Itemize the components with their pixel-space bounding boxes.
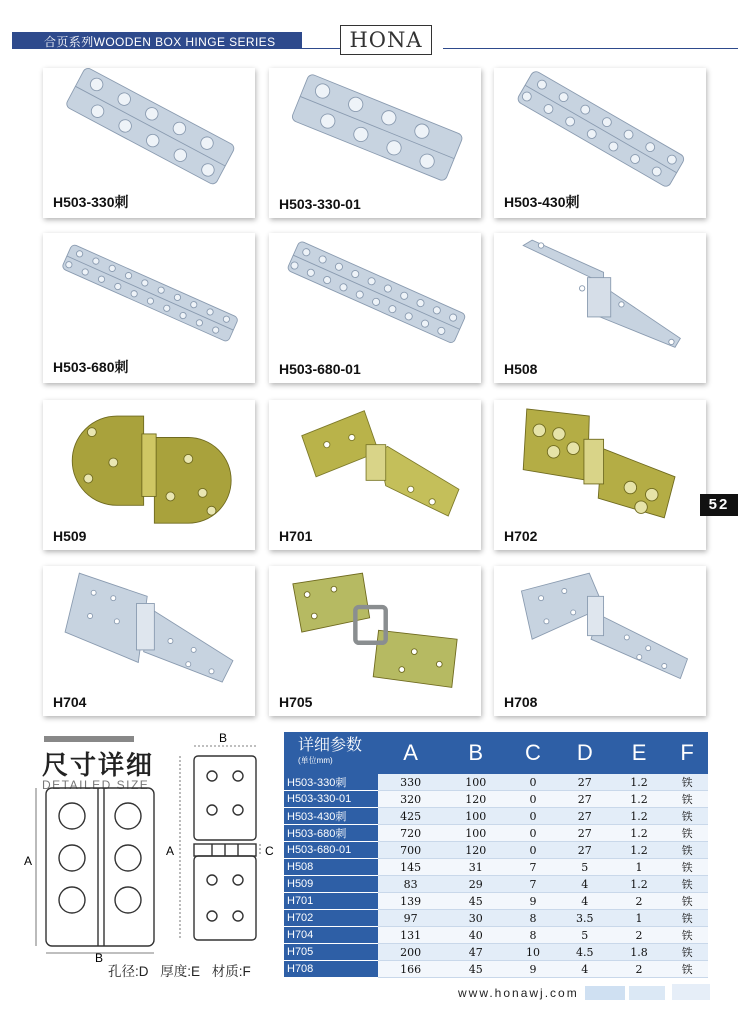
spec-row	[284, 961, 708, 978]
spec-cell: 铁	[666, 774, 708, 791]
spec-row	[284, 825, 708, 842]
spec-model: H708	[284, 961, 378, 978]
spec-cell: 1	[612, 859, 666, 876]
spec-model: H702	[284, 910, 378, 927]
hinge-image	[269, 566, 481, 691]
spec-row	[284, 859, 708, 876]
spec-cell: 铁	[666, 791, 708, 808]
spec-cell: 铁	[666, 859, 708, 876]
hinge-image	[269, 68, 481, 193]
hinge-diagram-front	[46, 788, 154, 946]
product-code: H705	[279, 694, 313, 710]
spec-cell: 铁	[666, 910, 708, 927]
spec-cell: 9	[508, 961, 557, 978]
spec-cell: 铁	[666, 808, 708, 825]
spec-cell: 0	[508, 791, 557, 808]
spec-cell: 45	[443, 893, 508, 910]
product-code: H503-680-01	[279, 361, 361, 377]
col-e: E	[612, 732, 666, 774]
dimension-diagram	[18, 728, 278, 968]
product-card	[43, 400, 255, 550]
product-card	[43, 233, 255, 383]
spec-row	[284, 944, 708, 961]
spec-cell: 4	[558, 876, 612, 893]
spec-cell: 1.8	[612, 944, 666, 961]
spec-cell: 100	[443, 808, 508, 825]
spec-cell: 0	[508, 825, 557, 842]
spec-cell: 700	[378, 842, 443, 859]
spec-model: H705	[284, 944, 378, 961]
product-card	[494, 566, 706, 716]
spec-row	[284, 893, 708, 910]
spec-row	[284, 791, 708, 808]
header-rule-right	[443, 48, 738, 49]
website-url: www.honawj.com	[458, 986, 579, 1000]
hinge-image	[494, 566, 706, 691]
spec-model: H509	[284, 876, 378, 893]
product-card	[269, 400, 481, 550]
spec-table-body	[284, 774, 708, 978]
spec-cell: 1.2	[612, 791, 666, 808]
spec-cell: 29	[443, 876, 508, 893]
spec-table	[284, 732, 708, 978]
spec-cell: 166	[378, 961, 443, 978]
spec-cell: 47	[443, 944, 508, 961]
spec-header-label: 详细参数 (单位mm)	[284, 732, 378, 774]
page-number: 52	[700, 494, 738, 516]
product-code: H503-330刺	[53, 194, 129, 210]
spec-header-row	[284, 732, 708, 774]
hinge-diagram-side	[194, 756, 256, 940]
dim-label-b: B	[95, 951, 104, 965]
spec-model: H503-430刺	[284, 808, 378, 825]
col-a: A	[378, 732, 443, 774]
spec-cell: 27	[558, 842, 612, 859]
spec-cell: 4	[558, 961, 612, 978]
product-card	[494, 233, 706, 383]
spec-unit: (单位mm)	[298, 756, 333, 765]
spec-cell: 3.5	[558, 910, 612, 927]
spec-cell: 1.2	[612, 808, 666, 825]
hinge-image	[43, 233, 255, 358]
spec-row	[284, 876, 708, 893]
spec-cell: 铁	[666, 961, 708, 978]
spec-model: H508	[284, 859, 378, 876]
spec-model: H503-680刺	[284, 825, 378, 842]
spec-cell: 9	[508, 893, 557, 910]
spec-cell: 2	[612, 927, 666, 944]
spec-cell: 40	[443, 927, 508, 944]
spec-cell: 83	[378, 876, 443, 893]
spec-model: H701	[284, 893, 378, 910]
spec-cell: 铁	[666, 842, 708, 859]
spec-cell: 320	[378, 791, 443, 808]
series-title: 合页系列WOODEN BOX HINGE SERIES	[44, 35, 276, 49]
spec-row	[284, 774, 708, 791]
spec-cell: 31	[443, 859, 508, 876]
spec-cell: 139	[378, 893, 443, 910]
spec-cell: 27	[558, 774, 612, 791]
hinge-image	[43, 68, 255, 193]
spec-row	[284, 842, 708, 859]
spec-cell: 100	[443, 825, 508, 842]
product-code: H503-680刺	[53, 359, 129, 375]
hinge-image	[269, 400, 481, 525]
spec-cell: 铁	[666, 944, 708, 961]
product-code: H704	[53, 694, 87, 710]
col-c: C	[508, 732, 557, 774]
spec-cell: 7	[508, 859, 557, 876]
spec-cell: 0	[508, 774, 557, 791]
spec-cell: 120	[443, 791, 508, 808]
spec-cell: 1.2	[612, 876, 666, 893]
spec-cell: 铁	[666, 825, 708, 842]
product-code: H503-330-01	[279, 196, 361, 212]
spec-cell: 7	[508, 876, 557, 893]
spec-cell: 铁	[666, 876, 708, 893]
spec-cell: 97	[378, 910, 443, 927]
spec-model: H503-330刺	[284, 774, 378, 791]
spec-cell: 5	[558, 859, 612, 876]
spec-cell: 2	[612, 961, 666, 978]
footer-block-2	[629, 986, 665, 1000]
spec-cell: 4.5	[558, 944, 612, 961]
product-code: H508	[504, 361, 538, 377]
legend-thickness: 厚度:E	[160, 964, 201, 979]
spec-cell: 0	[508, 842, 557, 859]
spec-model: H503-680-01	[284, 842, 378, 859]
spec-cell: 1.2	[612, 842, 666, 859]
product-code: H701	[279, 528, 313, 544]
spec-cell: 45	[443, 961, 508, 978]
spec-cell: 铁	[666, 893, 708, 910]
hinge-image	[269, 233, 481, 358]
product-card	[43, 68, 255, 218]
spec-model: H704	[284, 927, 378, 944]
spec-cell: 425	[378, 808, 443, 825]
product-card	[494, 400, 706, 550]
detail-subtitle: DETAILED SIZE	[42, 778, 150, 792]
header-rule-left	[300, 48, 340, 49]
spec-cell: 120	[443, 842, 508, 859]
legend	[108, 960, 259, 980]
dim-label-b-side: B	[219, 731, 228, 745]
spec-cell: 27	[558, 825, 612, 842]
product-code: H702	[504, 528, 538, 544]
spec-cell: 4	[558, 893, 612, 910]
spec-cell: 131	[378, 927, 443, 944]
hinge-image	[43, 400, 255, 525]
spec-cell: 100	[443, 774, 508, 791]
product-card	[43, 566, 255, 716]
product-code: H503-430刺	[504, 194, 580, 210]
brand-logo: HONA	[340, 25, 432, 55]
dim-label-c: C	[265, 844, 274, 858]
legend-material: 材质:F	[211, 964, 251, 979]
product-code: H509	[53, 528, 87, 544]
col-f: F	[666, 732, 708, 774]
col-d: D	[558, 732, 612, 774]
spec-cell: 8	[508, 910, 557, 927]
hinge-image	[494, 400, 706, 525]
spec-cell: 200	[378, 944, 443, 961]
hinge-image	[43, 566, 255, 691]
product-card	[269, 566, 481, 716]
footer-block-1	[585, 986, 625, 1000]
spec-row	[284, 910, 708, 927]
detail-title: 尺寸详细	[42, 750, 155, 780]
spec-cell: 27	[558, 808, 612, 825]
spec-model: H503-330-01	[284, 791, 378, 808]
hinge-image	[494, 68, 706, 193]
spec-cell: 330	[378, 774, 443, 791]
footer-block-3	[672, 984, 710, 1000]
spec-cell: 铁	[666, 927, 708, 944]
spec-cell: 27	[558, 791, 612, 808]
col-b: B	[443, 732, 508, 774]
spec-cell: 145	[378, 859, 443, 876]
spec-cell: 2	[612, 893, 666, 910]
spec-cell: 720	[378, 825, 443, 842]
spec-cell: 1	[612, 910, 666, 927]
spec-cell: 0	[508, 808, 557, 825]
product-card	[269, 68, 481, 218]
product-card	[494, 68, 706, 218]
legend-hole: 孔径:D	[108, 964, 149, 979]
product-card	[269, 233, 481, 383]
spec-cell: 1.2	[612, 774, 666, 791]
hinge-image	[494, 233, 706, 358]
product-code: H708	[504, 694, 538, 710]
dim-label-a: A	[24, 854, 33, 868]
spec-cell: 1.2	[612, 825, 666, 842]
spec-cell: 5	[558, 927, 612, 944]
spec-cell: 10	[508, 944, 557, 961]
spec-cell: 30	[443, 910, 508, 927]
spec-row	[284, 927, 708, 944]
dim-label-a-side: A	[166, 844, 175, 858]
spec-cell: 8	[508, 927, 557, 944]
spec-row	[284, 808, 708, 825]
